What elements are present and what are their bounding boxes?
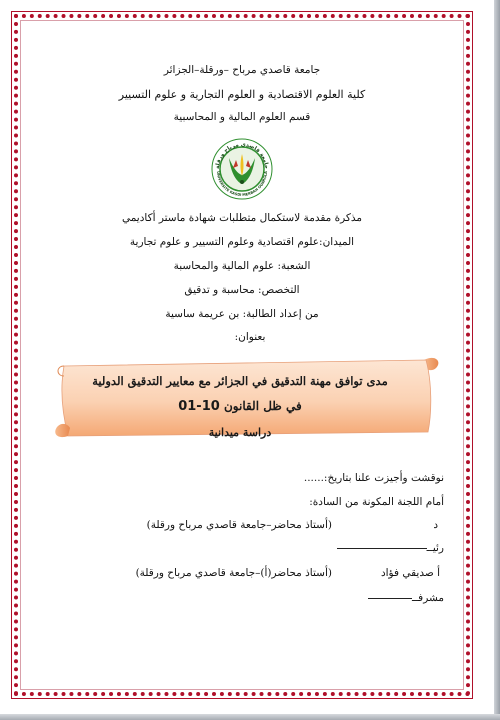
memo-statement: مذكرة مقدمة لاستكمال متطلبات شهادة ماستر أكاديمي <box>121 212 363 224</box>
member1-role-line <box>337 548 427 549</box>
title-label: بعنوان: <box>234 331 266 343</box>
logo-arabic-text: جامعة قاصدي مرباح ورقلة <box>214 141 270 170</box>
member1-name: د <box>433 519 438 531</box>
law-number: 01-10 <box>178 399 220 414</box>
member1-role-label: رئيــ <box>426 542 444 554</box>
logo-latin-text: UNIVERSITE KASDI MERBAH OUARGLA <box>215 171 269 198</box>
field-line: الميدان:علوم اقتصادية وعلوم التسيير و علوم تجارية <box>129 236 355 248</box>
member2-role <box>368 592 444 604</box>
thesis-title-law-prefix: في ظل القانون <box>223 399 302 413</box>
member2-role-line <box>368 598 412 599</box>
thesis-title-line1: مدى توافق مهنة التدقيق في الجزائر مع معايير التدقيق الدولية <box>92 374 388 388</box>
thesis-title-line2 <box>70 399 410 414</box>
member2-affiliation: (أستاذ محاضر(أ)–جامعة قاصدي مرباح ورقلة) <box>135 567 332 579</box>
university-logo <box>211 138 273 200</box>
defense-date-line: نوقشت وأجيزت علنا بتاريخ:...... <box>303 472 444 484</box>
prepared-by-line: من إعداد الطالبة: بن عريمة ساسية <box>165 308 319 320</box>
window-bottom-edge <box>0 714 500 720</box>
branch-line: الشعبة: علوم المالية والمحاسبة <box>173 260 311 272</box>
member2-name: أ صديقي فؤاد <box>380 567 440 579</box>
member2-role-label: مشرفــ <box>412 592 444 604</box>
member1-role <box>337 542 444 554</box>
committee-line: أمام اللجنة المكونة من السادة: <box>309 496 444 508</box>
member1-affiliation: (أستاذ محاضر–جامعة قاصدي مرباح ورقلة) <box>146 519 332 531</box>
thesis-subtitle: دراسة ميدانية <box>208 426 272 439</box>
university-name: جامعة قاصدي مرباح –ورقلة–الجزائر <box>163 64 321 76</box>
department-name: قسم العلوم المالية و المحاسبية <box>173 111 311 123</box>
specialty-line: التخصص: محاسبة و تدقيق <box>184 284 300 296</box>
window-right-edge <box>494 0 500 720</box>
faculty-name: كلية العلوم الاقتصادية و العلوم التجارية و علوم التسيير <box>118 88 366 101</box>
